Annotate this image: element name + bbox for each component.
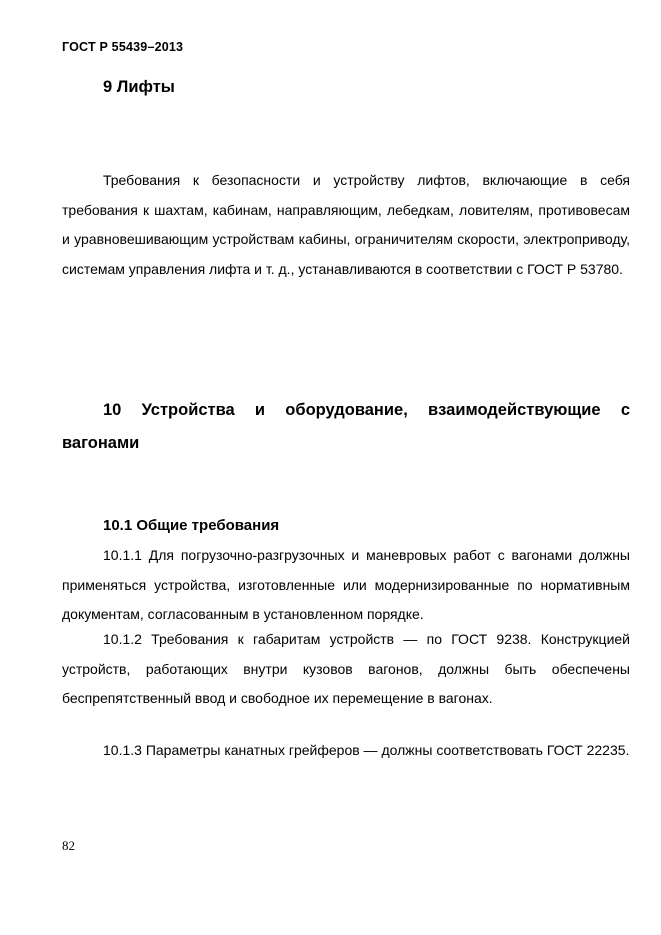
paragraph-10-1-1: 10.1.1 Для погрузочно-разгрузочных и маневровых работ с вагонами должны применяться устройства, изготовленные или модернизированные по нормативным документам, согласованным в установленном порядке.	[62, 547, 630, 622]
subsection-10-1-heading: 10.1 Общие требования	[103, 517, 280, 534]
paragraph-10-1-3: 10.1.3 Параметры канатных грейферов — должны соответствовать ГОСТ 22235.	[103, 742, 630, 758]
paragraph-10-1-2: 10.1.2 Требования к габаритам устройств — по ГОСТ 9238. Конструкцией устройств, работающих внутри кузовов вагонов, должны быть обеспечены беспрепятственный ввод и свободное их перемещение в вагонах.	[62, 631, 630, 706]
section-9-heading: 9 Лифты	[103, 78, 175, 96]
section-10-heading: 10 Устройства и оборудование, взаимодействующие с вагонами	[62, 401, 630, 452]
page-number: 82	[62, 838, 75, 853]
document-header: ГОСТ Р 55439–2013	[62, 40, 184, 54]
section-9-paragraph: Требования к безопасности и устройству лифтов, включающие в себя требования к шахтам, кабинам, направляющим, лебедкам, ловителям, противовесам и уравновешивающим устройствам кабины, ограничителям скорости, электроприводу, системам управления лифта и т. д., устанавливаются в соответствии с ГОСТ Р 53780.	[62, 172, 630, 277]
